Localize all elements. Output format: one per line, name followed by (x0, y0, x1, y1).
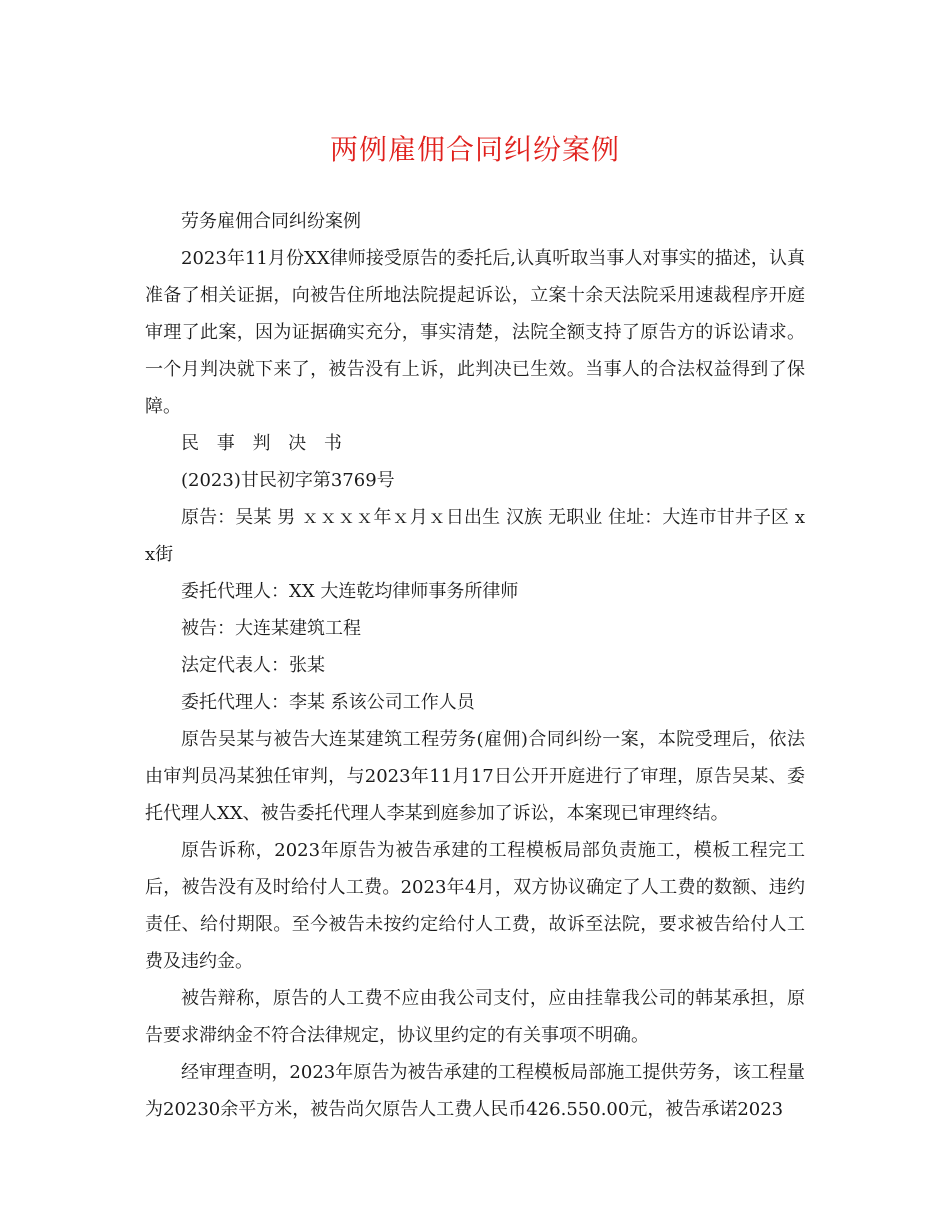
document-body (145, 203, 805, 1128)
case-number: (2023)甘民初字第3769号 (181, 470, 395, 491)
intro-paragraph: 2023年11月份XX律师接受原告的委托后,认真听取当事人对事实的描述，认真准备了相关证据，向被告住所地法院提起诉讼，立案十余天法院采用速裁程序开庭审理了此案，因为证据确实充分，事实清楚，法院全额支持了原告方的诉讼请求。一个月判决就下来了，被告没有上诉，此判决已生效。当事人的合法权益得到了保障。 (145, 248, 805, 417)
plaintiff-info: 原告：吴某 男 ｘｘｘｘ年ｘ月ｘ日出生 汉族 无职业 住址：大连市甘井子区 xx街 (145, 507, 805, 565)
findings-paragraph: 经审理查明，2023年原告为被告承建的工程模板局部施工提供劳务，该工程量为20230余平方米，被告尚欠原告人工费人民币426.550.00元，被告承诺2023 (145, 1062, 805, 1120)
section-heading: 劳务雇佣合同纠纷案例 (181, 211, 361, 232)
defendant-info: 被告：大连某建筑工程 (181, 618, 361, 639)
document-title: 两例雇佣合同纠纷案例 (329, 133, 620, 166)
plaintiff-agent: 委托代理人：XX 大连乾均律师事务所律师 (181, 581, 519, 602)
defendant-agent: 委托代理人：李某 系该公司工作人员 (181, 692, 475, 713)
case-summary-paragraph: 原告吴某与被告大连某建筑工程劳务(雇佣)合同纠纷一案，本院受理后，依法由审判员冯某独任审判，与2023年11月17日公开开庭进行了审理，原告吴某、委托代理人XX、被告委托代理人李某到庭参加了诉讼，本案现已审理终结。 (145, 729, 805, 824)
plaintiff-claim-paragraph: 原告诉称，2023年原告为被告承建的工程模板局部负责施工，模板工程完工后，被告没有及时给付人工费。2023年4月，双方协议确定了人工费的数额、违约责任、给付期限。至今被告未按约定给付人工费，故诉至法院，要求被告给付人工费及违约金。 (145, 840, 805, 972)
defendant-defense-paragraph: 被告辩称，原告的人工费不应由我公司支付，应由挂靠我公司的韩某承担，原告要求滞纳金不符合法律规定，协议里约定的有关事项不明确。 (145, 988, 805, 1046)
legal-representative: 法定代表人：张某 (181, 655, 325, 676)
judgment-heading: 民 事 判 决 书 (181, 433, 348, 454)
